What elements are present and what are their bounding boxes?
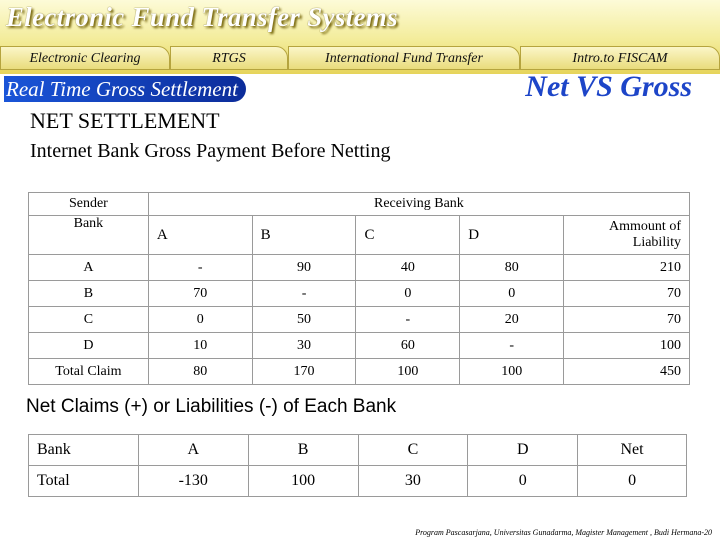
value-cell: 20 <box>460 307 564 333</box>
value-cell: 50 <box>252 307 356 333</box>
total-cell: 70 <box>564 307 690 333</box>
net-header-cell: Net <box>578 435 687 466</box>
slide-title: Electronic Fund Transfer Systems <box>6 2 398 32</box>
table-row <box>29 281 690 307</box>
total-cell: 450 <box>564 359 690 385</box>
net-value-cell: -130 <box>138 466 248 497</box>
column-header: C <box>356 216 460 255</box>
column-header: B <box>252 216 356 255</box>
value-cell: 80 <box>148 359 252 385</box>
total-claim-label: Total Claim <box>29 359 149 385</box>
value-cell: - <box>460 333 564 359</box>
value-cell: 100 <box>356 359 460 385</box>
net-claims-table <box>28 434 687 497</box>
total-cell: 70 <box>564 281 690 307</box>
value-cell: 90 <box>252 255 356 281</box>
value-cell: 0 <box>356 281 460 307</box>
net-value-cell: 0 <box>578 466 687 497</box>
tab-electronic-clearing[interactable]: Electronic Clearing <box>0 46 170 70</box>
net-value-cell: Total <box>29 466 139 497</box>
rtgs-title: Real Time Gross Settlement <box>4 76 246 102</box>
sender-cell: D <box>29 333 149 359</box>
sender-cell: A <box>29 255 149 281</box>
section-title: NET SETTLEMENT <box>30 108 220 133</box>
net-header-cell: A <box>138 435 248 466</box>
footer-credit: Program Pascasarjana, Universitas Gunadarma, Magister Management , Budi Hermana-20 <box>415 528 712 537</box>
net-value-cell: 30 <box>358 466 468 497</box>
value-cell: 80 <box>460 255 564 281</box>
bank-label: Bank <box>29 216 149 255</box>
total-cell: 100 <box>564 333 690 359</box>
value-cell: - <box>148 255 252 281</box>
tab-intro-fiscam[interactable]: Intro.to FISCAM <box>520 46 720 70</box>
sender-cell: B <box>29 281 149 307</box>
tab-international-fund-transfer[interactable]: International Fund Transfer <box>288 46 520 70</box>
value-cell: 30 <box>252 333 356 359</box>
value-cell: - <box>356 307 460 333</box>
net-value-cell: 0 <box>468 466 578 497</box>
value-cell: - <box>252 281 356 307</box>
net-header-row <box>29 435 687 466</box>
value-cell: 100 <box>460 359 564 385</box>
value-cell: 70 <box>148 281 252 307</box>
value-cell: 10 <box>148 333 252 359</box>
total-cell: 210 <box>564 255 690 281</box>
net-claims-label: Net Claims (+) or Liabilities (-) of Each Bank <box>26 396 397 417</box>
section-subtitle: Internet Bank Gross Payment Before Netting <box>30 140 391 162</box>
net-header-cell: Bank <box>29 435 139 466</box>
table-row <box>29 307 690 333</box>
sender-label: Sender <box>68 196 108 211</box>
net-total-row <box>29 466 687 497</box>
table-subheader-row <box>29 216 690 255</box>
net-header-cell: B <box>248 435 358 466</box>
value-cell: 40 <box>356 255 460 281</box>
slide-header <box>0 0 720 74</box>
liability-label: Ammount of Liability <box>564 216 690 255</box>
value-cell: 0 <box>460 281 564 307</box>
net-header-cell: C <box>358 435 468 466</box>
sub-header <box>0 70 720 103</box>
gross-payment-table <box>28 192 690 385</box>
table-row <box>29 255 690 281</box>
net-header-cell: D <box>468 435 578 466</box>
net-value-cell: 100 <box>248 466 358 497</box>
tab-rtgs[interactable]: RTGS <box>170 46 288 70</box>
value-cell: 60 <box>356 333 460 359</box>
receiving-bank-label: Receiving Bank <box>148 193 689 216</box>
sender-cell: C <box>29 307 149 333</box>
table-row-total-claim <box>29 359 690 385</box>
nav-tabs <box>0 44 720 72</box>
column-header: A <box>148 216 252 255</box>
value-cell: 0 <box>148 307 252 333</box>
table-header-row <box>29 193 690 216</box>
value-cell: 170 <box>252 359 356 385</box>
sender-label-cell <box>29 193 149 216</box>
net-vs-gross-title: Net VS Gross <box>525 70 692 103</box>
column-header: D <box>460 216 564 255</box>
table-row <box>29 333 690 359</box>
